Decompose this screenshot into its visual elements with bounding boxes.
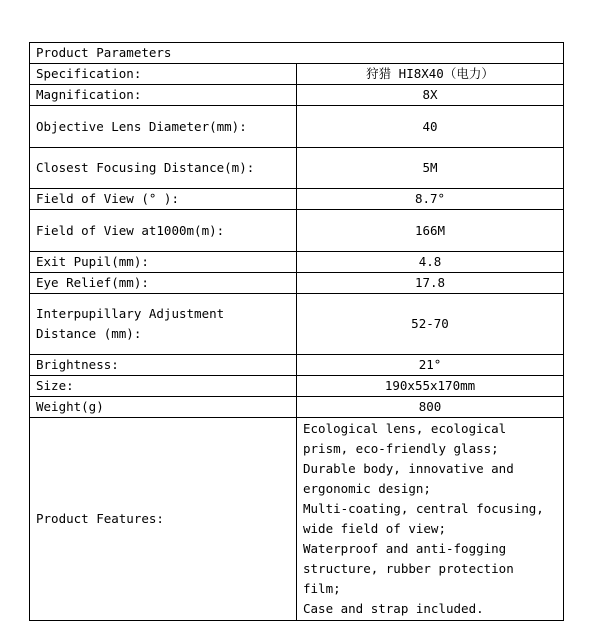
row-label: Eye Relief(mm): xyxy=(30,273,297,294)
row-value: 4.8 xyxy=(297,252,564,273)
row-value: 52-70 xyxy=(297,294,564,355)
row-label: Specification: xyxy=(30,64,297,85)
row-label: Field of View at1000m(m): xyxy=(30,210,297,252)
table-title: Product Parameters xyxy=(30,43,564,64)
row-value: 狩猎 HI8X40（电力） xyxy=(297,64,564,85)
product-parameters-table xyxy=(29,42,564,621)
table-row xyxy=(30,397,564,418)
row-label: Weight(g) xyxy=(30,397,297,418)
row-value: 40 xyxy=(297,106,564,148)
table-row xyxy=(30,376,564,397)
features-row xyxy=(30,418,564,621)
table-row xyxy=(30,355,564,376)
features-list xyxy=(297,418,564,621)
feature-item: Ecological lens, ecological prism, eco-friendly glass; xyxy=(303,421,507,456)
row-label: Size: xyxy=(30,376,297,397)
feature-item: Case and strap included. xyxy=(303,601,484,616)
table-row xyxy=(30,85,564,106)
row-value: 21° xyxy=(297,355,564,376)
table-row xyxy=(30,106,564,148)
features-label: Product Features: xyxy=(30,418,297,621)
table-row xyxy=(30,273,564,294)
table-row xyxy=(30,252,564,273)
row-value: 166M xyxy=(297,210,564,252)
row-value: 190x55x170mm xyxy=(297,376,564,397)
feature-item: Durable body, innovative and ergonomic design; xyxy=(303,461,514,496)
table-row xyxy=(30,64,564,85)
table-row xyxy=(30,148,564,189)
row-label: Objective Lens Diameter(mm): xyxy=(30,106,297,148)
row-value: 8X xyxy=(297,85,564,106)
table-row xyxy=(30,189,564,210)
row-value: 800 xyxy=(297,397,564,418)
table-title-row xyxy=(30,43,564,64)
row-value: 17.8 xyxy=(297,273,564,294)
row-label: Brightness: xyxy=(30,355,297,376)
row-value: 8.7° xyxy=(297,189,564,210)
row-label: Field of View (° ): xyxy=(30,189,297,210)
row-label: Closest Focusing Distance(m): xyxy=(30,148,297,189)
table-row xyxy=(30,210,564,252)
row-label: Magnification: xyxy=(30,85,297,106)
row-label: Interpupillary Adjustment Distance (mm): xyxy=(30,294,297,355)
feature-item: Multi-coating, central focusing, wide field of view; xyxy=(303,501,544,536)
row-value: 5M xyxy=(297,148,564,189)
table-row xyxy=(30,294,564,355)
feature-item: Waterproof and anti-fogging structure, rubber protection film; xyxy=(303,541,514,596)
row-label: Exit Pupil(mm): xyxy=(30,252,297,273)
